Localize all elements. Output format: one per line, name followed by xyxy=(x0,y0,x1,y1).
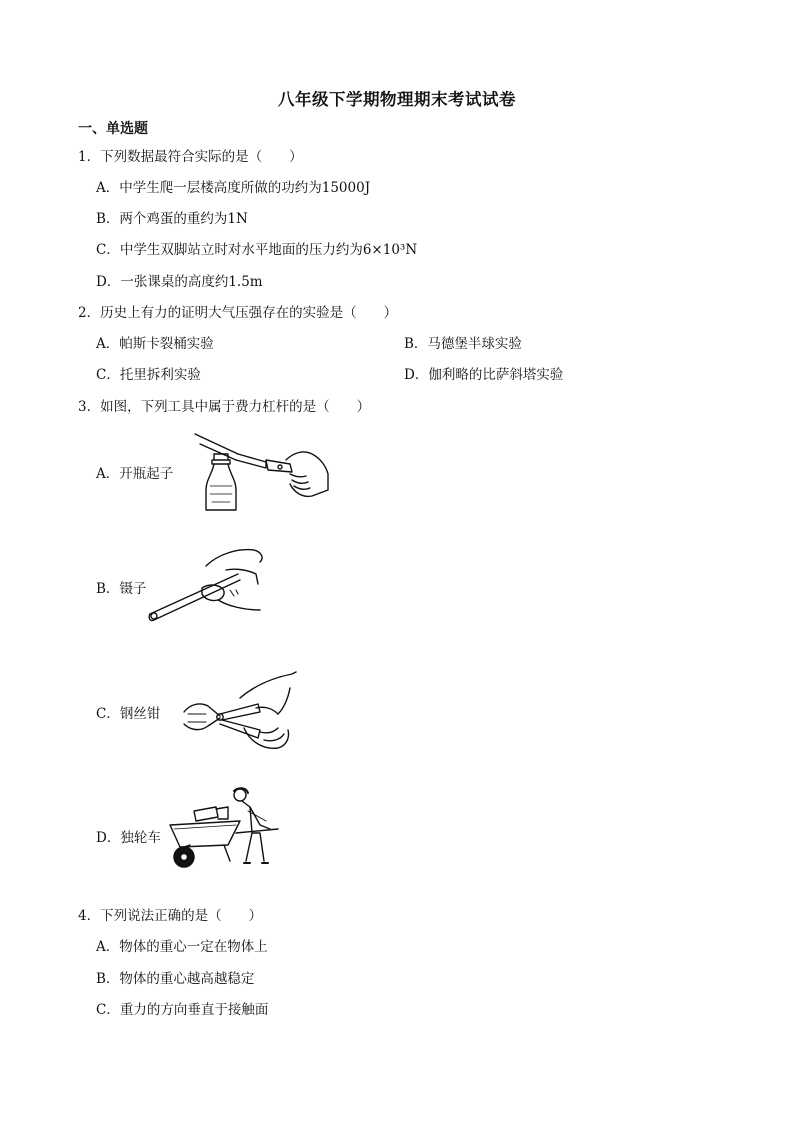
question-3-stem: 3．如图，下列工具中属于费力杠杆的是（ ） xyxy=(78,399,371,415)
question-3-option-b: B．镊子 xyxy=(96,581,147,597)
question-2-stem: 2．历史上有力的证明大气压强存在的实验是（ ） xyxy=(78,305,398,321)
pliers-icon xyxy=(180,668,300,756)
question-3-option-c: C．钢丝钳 xyxy=(96,706,161,722)
bottle-opener-icon xyxy=(190,430,330,512)
question-2-option-a: A．帕斯卡裂桶实验 xyxy=(96,336,214,352)
question-2-option-d: D．伽利略的比萨斜塔实验 xyxy=(404,367,564,383)
wheelbarrow-icon xyxy=(166,785,284,871)
question-4-option-a: A．物体的重心一定在物体上 xyxy=(96,939,268,955)
question-1-option-a: A．中学生爬一层楼高度所做的功约为15000J xyxy=(96,180,371,196)
question-4-option-b: B．物体的重心越高越稳定 xyxy=(96,971,255,987)
question-2-option-c: C．托里拆利实验 xyxy=(96,367,201,383)
question-3-option-a: A．开瓶起子 xyxy=(96,466,174,482)
page-title: 八年级下学期物理期末考试试卷 xyxy=(278,90,516,109)
question-1-option-b: B．两个鸡蛋的重约为1N xyxy=(96,211,248,227)
question-3-option-d: D．独轮车 xyxy=(96,830,161,846)
section-heading: 一、单选题 xyxy=(78,121,148,137)
question-2-option-b: B．马德堡半球实验 xyxy=(404,336,522,352)
question-1-stem: 1．下列数据最符合实际的是（ ） xyxy=(78,149,303,165)
question-1-option-c: C．中学生双脚站立时对水平地面的压力约为6×10³N xyxy=(96,242,418,258)
question-1-option-d: D．一张课桌的高度约1.5m xyxy=(96,274,263,290)
tweezers-icon xyxy=(146,544,266,628)
question-4-option-c: C．重力的方向垂直于接触面 xyxy=(96,1002,269,1018)
question-4-stem: 4．下列说法正确的是（ ） xyxy=(78,908,263,924)
